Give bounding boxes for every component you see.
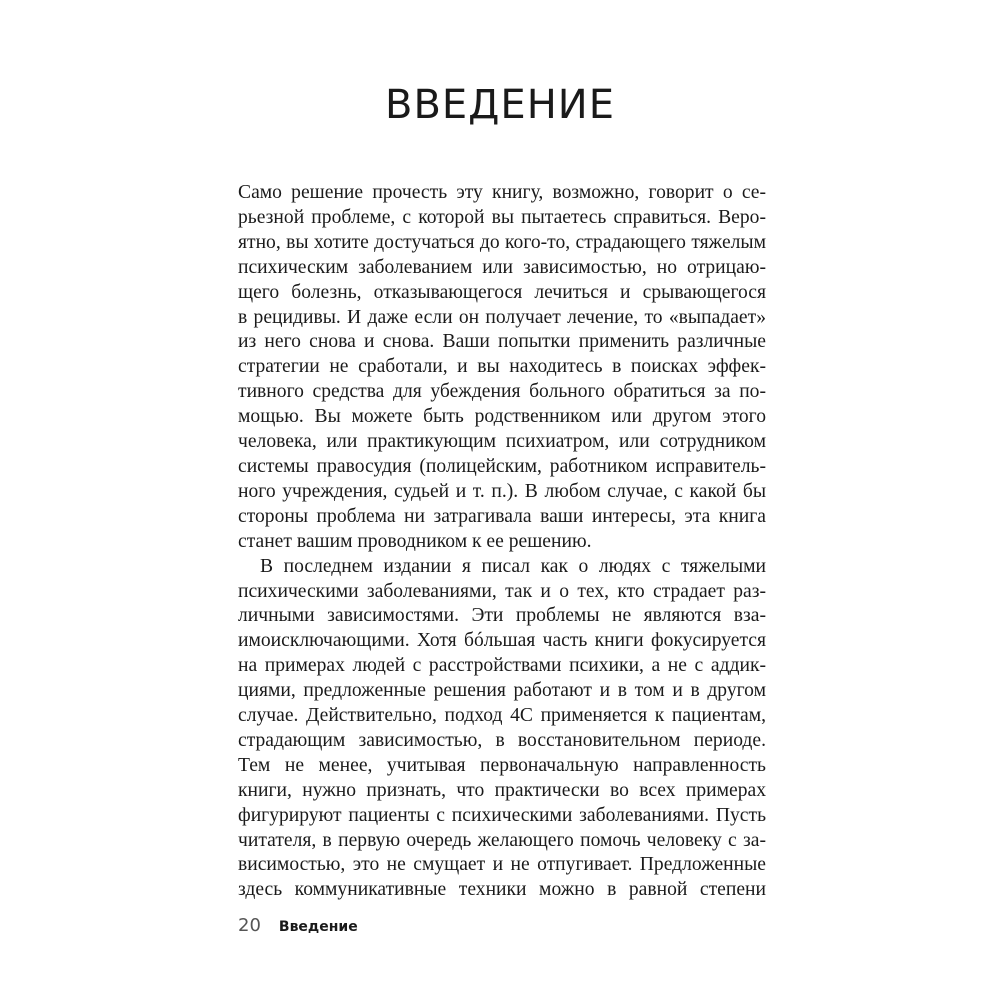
text-line: висимостью, это не смущает и не отпугивает. Предложенные <box>238 854 766 876</box>
text-line: имоисключающими. Хотя бóльшая часть книги фокусируется <box>238 630 766 652</box>
paragraph-1 <box>238 181 766 555</box>
page-footer <box>238 915 358 939</box>
text-line: Тем не менее, учитывая первоначальную направленность <box>238 754 766 776</box>
text-line: из него снова и снова. Ваши попытки применить различные <box>238 331 766 353</box>
text-line: Само решение прочесть эту книгу, возможно, говорит о се- <box>238 182 766 203</box>
text-line: фигурируют пациенты с психическими заболеваниями. Пусть <box>238 804 766 826</box>
text-line: стратегии не сработали, и вы находитесь в поисках эффек- <box>238 356 766 378</box>
running-head: Введение <box>278 919 358 935</box>
text-line: мощью. Вы можете быть родственником или другом этого <box>238 406 766 428</box>
page-number: 20 <box>238 915 261 936</box>
text-line: психическим заболеванием или зависимостью, но отрицаю- <box>238 256 766 278</box>
body-text <box>238 181 766 903</box>
text-line: щего болезнь, отказывающегося лечиться и срывающегося <box>238 281 766 303</box>
paragraph-2 <box>238 555 766 904</box>
text-line: тивного средства для убеждения больного обратиться за по- <box>238 381 766 403</box>
text-line: системы правосудия (полицейским, работником исправитель- <box>238 455 766 477</box>
text-line: В последнем издании я писал как о людях с тяжелыми <box>260 555 766 577</box>
text-line: станет вашим проводником к ее решению. <box>238 530 592 552</box>
text-line: личными зависимостями. Эти проблемы не являются вза- <box>238 605 766 627</box>
text-line: ного учреждения, судьей и т. п.). В любом случае, с какой бы <box>238 480 766 502</box>
text-line: человека, или практикующим психиатром, или сотрудником <box>238 431 766 453</box>
text-line: психическими заболеваниями, так и о тех, кто страдает раз- <box>238 580 766 602</box>
text-line: ятно, вы хотите достучаться до кого-то, страдающего тяжелым <box>238 231 766 253</box>
text-line: в рецидивы. И даже если он получает лечение, то «выпадает» <box>238 306 766 328</box>
text-line: читателя, в первую очередь желающего помочь человеку с за- <box>238 829 766 851</box>
text-line: книги, нужно признать, что практически во всех примерах <box>238 779 766 801</box>
text-line: здесь коммуникативные техники можно в равной степени <box>238 879 766 901</box>
text-line: страдающим зависимостью, в восстановительном периоде. <box>238 729 766 751</box>
text-line: случае. Действительно, подход 4С применяется к пациентам, <box>238 705 766 727</box>
text-line: на примерах людей с расстройствами психики, а не с аддик- <box>238 655 766 677</box>
text-line: стороны проблема ни затрагивала ваши интересы, эта книга <box>238 505 766 527</box>
text-line: рьезной проблеме, с которой вы пытаетесь справиться. Веро- <box>238 206 766 228</box>
text-line: циями, предложенные решения работают и в том и в другом <box>238 680 766 702</box>
page-title: ВВЕДЕНИЕ <box>385 82 615 128</box>
